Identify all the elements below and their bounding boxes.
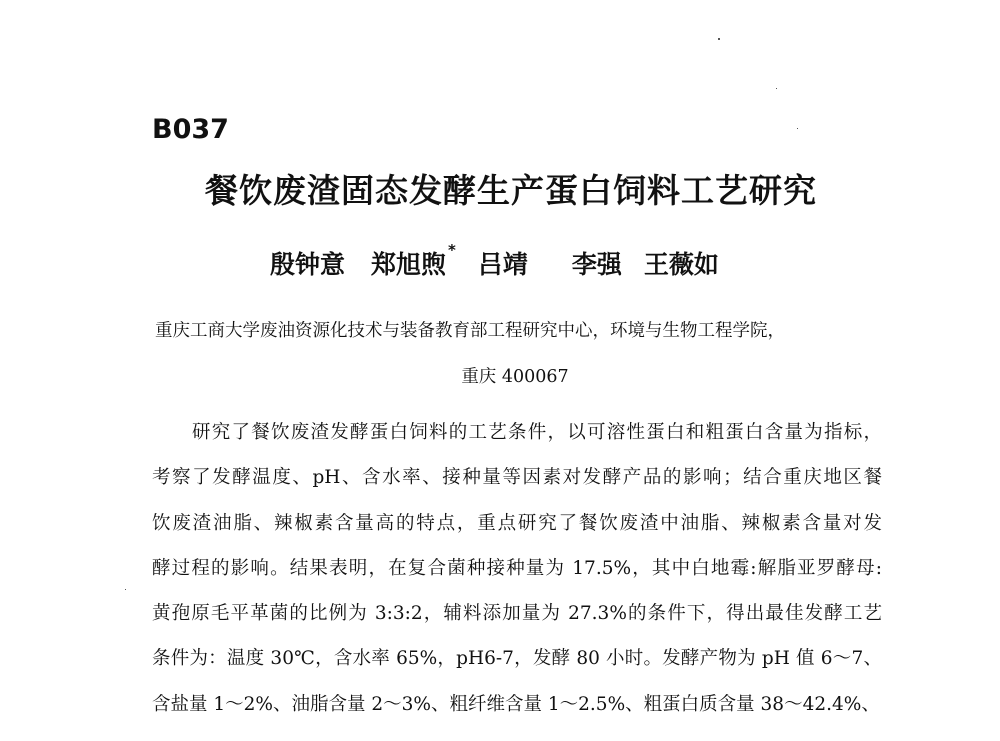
scan-speck <box>776 88 777 89</box>
paper-title: 餐饮废渣固态发酵生产蛋白饲料工艺研究 <box>205 171 817 210</box>
author-name: 吕靖 <box>477 250 528 279</box>
abstract-line: 含盐量 1～2%、油脂含量 2～3%、粗纤维含量 1～2.5%、粗蛋白质含量 38～42.4%、 <box>152 693 880 715</box>
author-name: 李强 <box>571 250 622 279</box>
author-name: 王薇如 <box>643 250 719 279</box>
scan-speck <box>125 589 126 590</box>
abstract-line: 黄孢原毛平革菌的比例为 3:3:2，辅料添加量为 27.3%的条件下，得出最佳发酵工艺 <box>152 603 882 625</box>
paper-code: B037 <box>152 114 229 145</box>
abstract-line: 条件为：温度 30℃，含水率 65%，pH6-7，发酵 80 小时。发酵产物为 pH 值 6～7、 <box>152 648 882 670</box>
abstract-line: 研究了餐饮废渣发酵蛋白饲料的工艺条件，以可溶性蛋白和粗蛋白含量为指标， <box>192 422 882 443</box>
abstract-line: 酵过程的影响。结果表明，在复合菌种接种量为 17.5%，其中白地霉:解脂亚罗酵母: <box>152 557 882 579</box>
abstract <box>152 418 882 735</box>
abstract-line: 考察了发酵温度、pH、含水率、接种量等因素对发酵产品的影响；结合重庆地区餐 <box>152 467 882 489</box>
scan-speck <box>797 128 798 129</box>
author-name: 郑旭煦 * <box>371 241 456 279</box>
affiliation-city: 重庆 400067 <box>461 367 569 387</box>
author-list <box>270 241 719 281</box>
scan-speck <box>718 38 720 40</box>
abstract-line: 饮废渣油脂、辣椒素含量高的特点，重点研究了餐饮废渣中油脂、辣椒素含量对发 <box>152 512 882 534</box>
affiliation: 重庆工商大学废油资源化技术与装备教育部工程研究中心，环境与生物工程学院， <box>155 321 785 341</box>
author-name: 殷钟意 <box>270 250 346 279</box>
corresponding-author-mark: * <box>448 241 456 259</box>
